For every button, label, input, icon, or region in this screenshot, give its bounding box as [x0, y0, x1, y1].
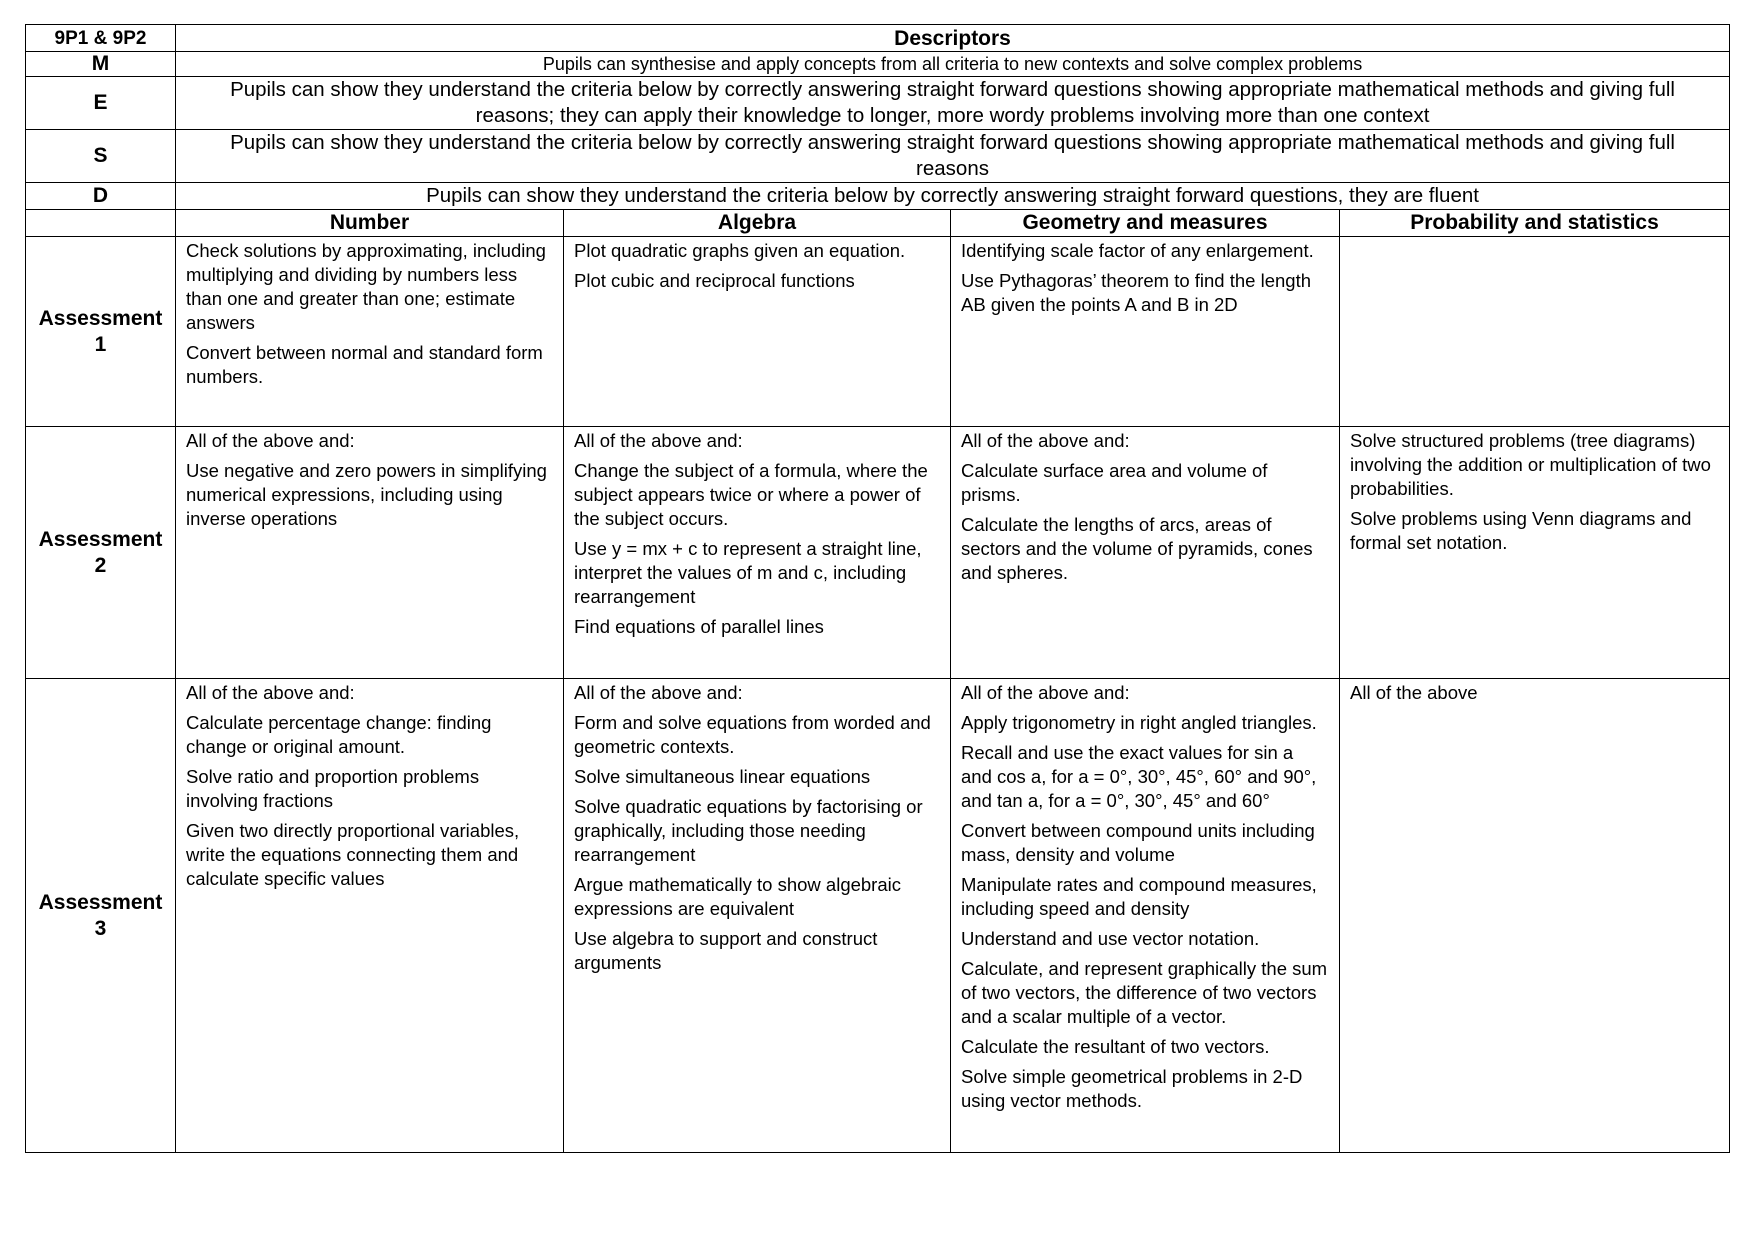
column-header-row	[26, 210, 1730, 237]
criterion: Identifying scale factor of any enlargement.	[961, 240, 1314, 261]
criterion: All of the above and:	[961, 430, 1130, 451]
assessment-label-number: 1	[94, 332, 107, 356]
probability-criteria	[1340, 679, 1730, 1153]
level-descriptor: Pupils can show they understand the criteria below by correctly answering straight forward questions showing appropriate mathematical methods and giving full reasons	[176, 130, 1730, 183]
column-header-number: Number	[176, 210, 564, 237]
empty-corner-cell	[26, 210, 176, 237]
level-label: D	[26, 183, 176, 210]
assessment-label-word: Assessment	[38, 527, 163, 551]
criterion: Plot quadratic graphs given an equation.	[574, 240, 906, 261]
number-criteria	[176, 237, 564, 427]
criterion: All of the above and:	[574, 430, 743, 451]
criterion: Form and solve equations from worded and geometric contexts.	[574, 712, 931, 757]
column-header-algebra: Algebra	[564, 210, 951, 237]
criterion: Plot cubic and reciprocal functions	[574, 270, 855, 291]
geometry-criteria	[951, 679, 1340, 1153]
criterion: Solve ratio and proportion problems involving fractions	[186, 766, 480, 811]
assessment-row-2	[26, 427, 1730, 679]
criterion: Find equations of parallel lines	[574, 616, 824, 637]
criterion: Check solutions by approximating, including multiplying and dividing by numbers less than one and greater than one; estimate answers	[186, 240, 546, 333]
algebra-criteria	[564, 679, 951, 1153]
criterion: Calculate the lengths of arcs, areas of sectors and the volume of pyramids, cones and spheres.	[961, 514, 1313, 583]
probability-criteria	[1340, 427, 1730, 679]
criterion: Convert between normal and standard form numbers.	[186, 342, 543, 387]
criterion: Calculate, and represent graphically the sum of two vectors, the difference of two vectors and a scalar multiple of a vector.	[961, 958, 1328, 1027]
assessment-label-number: 2	[94, 553, 107, 577]
algebra-criteria	[564, 237, 951, 427]
criterion: Calculate the resultant of two vectors.	[961, 1036, 1270, 1057]
assessment-row-3	[26, 679, 1730, 1153]
assessment-label	[26, 679, 176, 1153]
level-row-d	[26, 183, 1730, 210]
descriptors-title: Descriptors	[176, 25, 1730, 52]
criterion: Calculate percentage change: finding change or original amount.	[186, 712, 492, 757]
assessment-label-word: Assessment	[38, 890, 163, 914]
criterion: All of the above and:	[186, 430, 355, 451]
criterion: Use y = mx + c to represent a straight line, interpret the values of m and c, including rearrangement	[574, 538, 922, 607]
assessment-label	[26, 427, 176, 679]
criterion: Use algebra to support and construct arguments	[574, 928, 878, 973]
number-criteria	[176, 427, 564, 679]
criterion: Apply trigonometry in right angled triangles.	[961, 712, 1317, 733]
header-row	[26, 25, 1730, 52]
level-descriptor: Pupils can synthesise and apply concepts from all criteria to new contexts and solve complex problems	[176, 52, 1730, 77]
criterion: All of the above and:	[961, 682, 1130, 703]
level-descriptor: Pupils can show they understand the criteria below by correctly answering straight forward questions, they are fluent	[176, 183, 1730, 210]
geometry-criteria	[951, 427, 1340, 679]
criterion: Solve quadratic equations by factorising or graphically, including those needing rearrangement	[574, 796, 923, 865]
number-criteria	[176, 679, 564, 1153]
assessment-label-number: 3	[94, 916, 107, 940]
criterion: Given two directly proportional variables, write the equations connecting them and calculate specific values	[186, 820, 520, 889]
criterion: Understand and use vector notation.	[961, 928, 1260, 949]
criterion: Use negative and zero powers in simplifying numerical expressions, including using inverse operations	[186, 460, 547, 529]
criterion: Use Pythagoras’ theorem to find the length AB given the points A and B in 2D	[961, 270, 1311, 315]
column-header-geometry: Geometry and measures	[951, 210, 1340, 237]
level-row-e	[26, 77, 1730, 130]
criterion: Solve problems using Venn diagrams and formal set notation.	[1350, 508, 1692, 553]
criterion: All of the above and:	[186, 682, 355, 703]
criterion: Calculate surface area and volume of prisms.	[961, 460, 1268, 505]
assessment-label-word: Assessment	[38, 306, 163, 330]
group-label: 9P1 & 9P2	[26, 25, 176, 52]
criterion: Argue mathematically to show algebraic expressions are equivalent	[574, 874, 901, 919]
level-label: M	[26, 52, 176, 77]
criterion: Solve simple geometrical problems in 2-D using vector methods.	[961, 1066, 1303, 1111]
algebra-criteria	[564, 427, 951, 679]
assessment-criteria-table	[25, 24, 1730, 1153]
probability-criteria	[1340, 237, 1730, 427]
assessment-row-1	[26, 237, 1730, 427]
geometry-criteria	[951, 237, 1340, 427]
assessment-label	[26, 237, 176, 427]
column-header-probability: Probability and statistics	[1340, 210, 1730, 237]
criterion: All of the above	[1350, 682, 1478, 703]
criterion: Convert between compound units including mass, density and volume	[961, 820, 1315, 865]
criterion: All of the above and:	[574, 682, 743, 703]
level-descriptor: Pupils can show they understand the criteria below by correctly answering straight forward questions showing appropriate mathematical methods and giving full reasons; they can apply their knowledge to longer, more wordy problems involving more than one context	[176, 77, 1730, 130]
criterion: Solve structured problems (tree diagrams) involving the addition or multiplication of two probabilities.	[1350, 430, 1711, 499]
criterion: Recall and use the exact values for sin a and cos a, for a = 0°, 30°, 45°, 60° and 90°, and tan a, for a = 0°, 30°, 45° and 60°	[961, 742, 1317, 811]
criterion: Change the subject of a formula, where the subject appears twice or where a power of the subject occurs.	[574, 460, 928, 529]
level-label: E	[26, 77, 176, 130]
level-row-m	[26, 52, 1730, 77]
criterion: Manipulate rates and compound measures, including speed and density	[961, 874, 1317, 919]
level-row-s	[26, 130, 1730, 183]
level-label: S	[26, 130, 176, 183]
criterion: Solve simultaneous linear equations	[574, 766, 871, 787]
